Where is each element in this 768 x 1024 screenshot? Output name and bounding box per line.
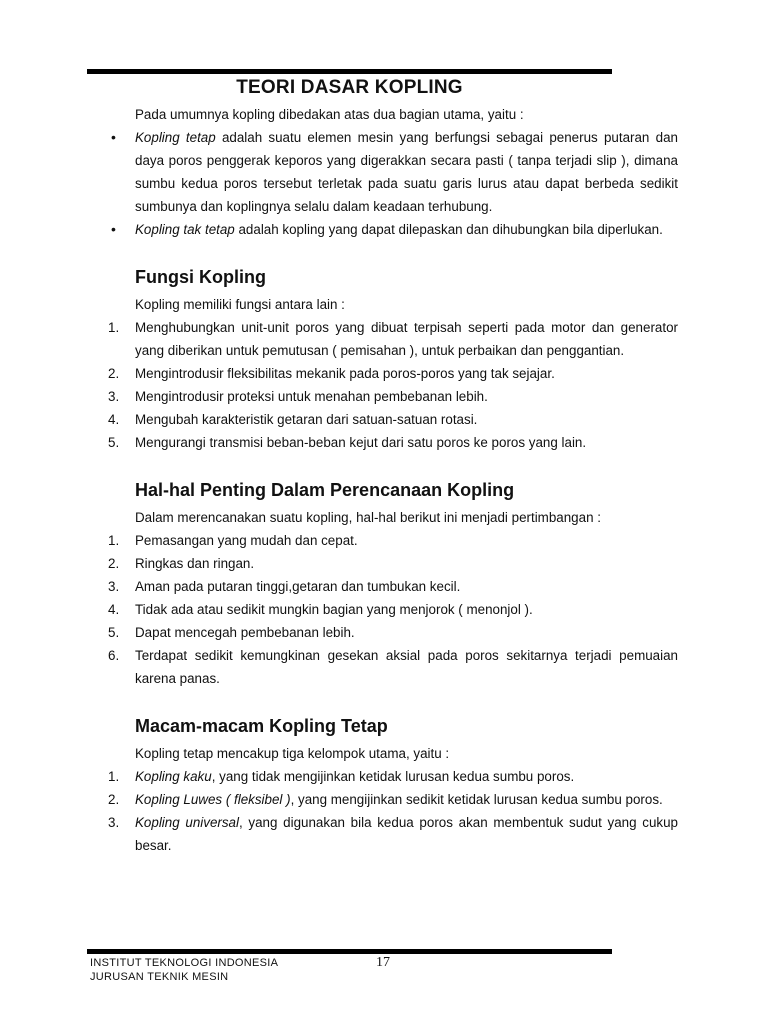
term: Kopling kaku bbox=[135, 769, 212, 784]
term: Kopling universal bbox=[135, 815, 239, 830]
item-text: , yang tidak mengijinkan ketidak lurusan kedua sumbu poros. bbox=[211, 769, 575, 784]
item-text: Pemasangan yang mudah dan cepat. bbox=[135, 533, 358, 548]
list-item bbox=[108, 621, 678, 644]
list-item bbox=[108, 788, 678, 811]
item-number: 2. bbox=[108, 556, 120, 571]
section-heading-perencanaan: Hal-hal Penting Dalam Perencanaan Kopling bbox=[135, 480, 515, 500]
bullet-icon: • bbox=[111, 221, 116, 237]
item-number: 5. bbox=[108, 435, 120, 450]
bottom-rule bbox=[87, 949, 612, 954]
list-item bbox=[108, 529, 678, 552]
bullet-icon: • bbox=[111, 129, 116, 145]
list-item bbox=[108, 598, 678, 621]
list-item bbox=[111, 126, 678, 218]
item-number: 1. bbox=[108, 769, 120, 784]
list-item bbox=[108, 575, 678, 598]
list-item bbox=[108, 644, 678, 690]
section-heading-macam: Macam-macam Kopling Tetap bbox=[135, 716, 388, 736]
item-number: 3. bbox=[108, 389, 120, 404]
term: Kopling tetap bbox=[135, 130, 216, 145]
item-text: Mengintrodusir fleksibilitas mekanik pada poros-poros yang tak sejajar. bbox=[135, 366, 555, 381]
item-number: 6. bbox=[108, 648, 120, 663]
item-text: , yang mengijinkan sedikit ketidak lurusan kedua sumbu poros. bbox=[290, 792, 663, 807]
list-item bbox=[111, 218, 678, 241]
item-number: 4. bbox=[108, 412, 120, 427]
list-item bbox=[108, 811, 678, 857]
item-text: Mengintrodusir proteksi untuk menahan pembebanan lebih. bbox=[135, 389, 488, 404]
item-number: 2. bbox=[108, 792, 120, 807]
section-intro: Kopling tetap mencakup tiga kelompok utama, yaitu : bbox=[135, 746, 450, 761]
list-item bbox=[108, 316, 678, 362]
list-item bbox=[108, 362, 678, 385]
footer-institution: INSTITUT TEKNOLOGI INDONESIA bbox=[90, 957, 279, 969]
term: Kopling Luwes ( fleksibel ) bbox=[135, 792, 291, 807]
intro-paragraph: Pada umumnya kopling dibedakan atas dua bagian utama, yaitu : bbox=[135, 107, 524, 122]
item-number: 4. bbox=[108, 602, 120, 617]
section-heading-fungsi: Fungsi Kopling bbox=[135, 267, 266, 287]
section-intro: Kopling memiliki fungsi antara lain : bbox=[135, 297, 345, 312]
page-title: TEORI DASAR KOPLING bbox=[236, 77, 463, 98]
item-text: Ringkas dan ringan. bbox=[135, 556, 255, 571]
item-number: 1. bbox=[108, 320, 120, 335]
term: Kopling tak tetap bbox=[135, 222, 235, 237]
item-number: 3. bbox=[108, 579, 120, 594]
document-body bbox=[0, 103, 768, 857]
item-text: , yang digunakan bila kedua poros akan membentuk sudut yang cukup besar. bbox=[135, 815, 678, 853]
top-rule bbox=[87, 69, 612, 74]
footer bbox=[90, 956, 278, 984]
list-item bbox=[108, 385, 678, 408]
definition: adalah suatu elemen mesin yang berfungsi sebagai penerus putaran dan daya poros penggerak keporos yang digerakkan secara pasti ( tanpa terjadi slip ), dimana sumbu kedua poros tersebut terletak pada suatu garis lurus atau dapat berbeda sedikit sumbunya dan koplingnya selalu dalam keadaan terhubung. bbox=[135, 130, 678, 214]
item-text: Aman pada putaran tinggi,getaran dan tumbukan kecil. bbox=[135, 579, 461, 594]
list-item bbox=[108, 408, 678, 431]
item-number: 2. bbox=[108, 366, 120, 381]
list-item bbox=[108, 431, 678, 454]
item-text: Mengubah karakteristik getaran dari satuan-satuan rotasi. bbox=[135, 412, 478, 427]
item-number: 3. bbox=[108, 815, 120, 830]
item-text: Tidak ada atau sedikit mungkin bagian yang menjorok ( menonjol ). bbox=[135, 602, 533, 617]
section-intro: Dalam merencanakan suatu kopling, hal-hal berikut ini menjadi pertimbangan : bbox=[135, 510, 601, 525]
list-item bbox=[108, 552, 678, 575]
item-number: 5. bbox=[108, 625, 120, 640]
item-text: Dapat mencegah pembebanan lebih. bbox=[135, 625, 355, 640]
item-text: Mengurangi transmisi beban-beban kejut dari satu poros ke poros yang lain. bbox=[135, 435, 587, 450]
item-number: 1. bbox=[108, 533, 120, 548]
item-text: Menghubungkan unit-unit poros yang dibuat terpisah seperti pada motor dan generator yang diberikan untuk pemutusan ( pemisahan ), untuk perbaikan dan penggantian. bbox=[135, 320, 678, 358]
page-number: 17 bbox=[376, 955, 390, 970]
footer-department: JURUSAN TEKNIK MESIN bbox=[90, 971, 229, 983]
definition: adalah kopling yang dapat dilepaskan dan dihubungkan bila diperlukan. bbox=[234, 222, 663, 237]
list-item bbox=[108, 765, 678, 788]
item-text: Terdapat sedikit kemungkinan gesekan aksial pada poros sekitarnya terjadi pemuaian karena panas. bbox=[135, 648, 678, 686]
